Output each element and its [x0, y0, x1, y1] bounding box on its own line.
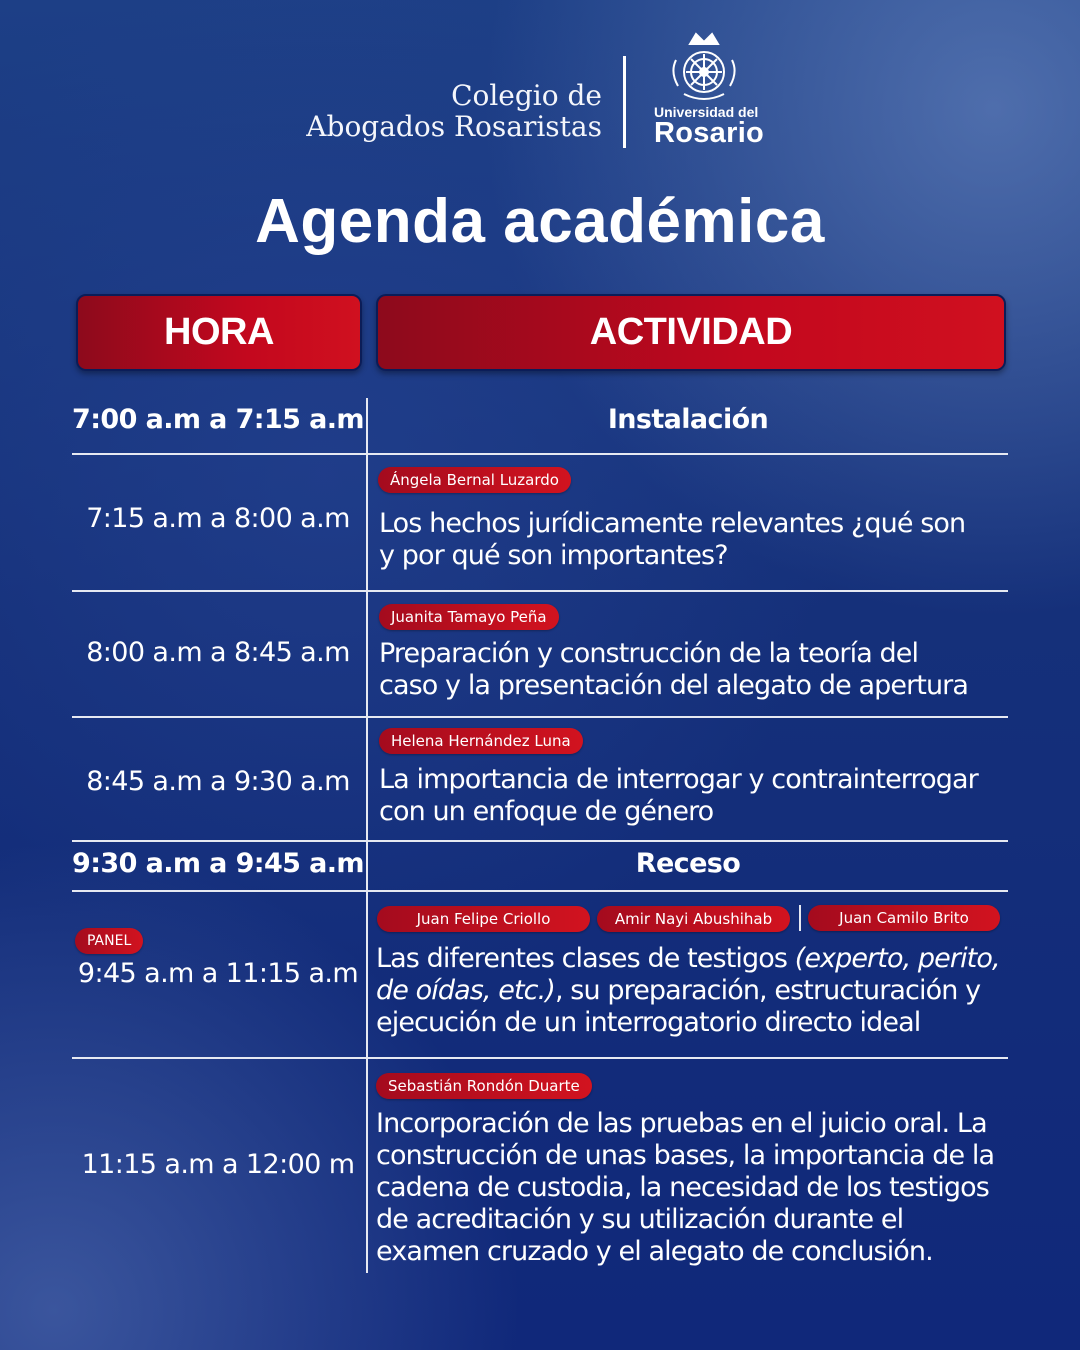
activity-description	[379, 638, 1019, 702]
column-header-actividad-label: ACTIVIDAD	[589, 311, 793, 353]
college-name-line1: Colegio de	[451, 79, 602, 112]
college-logo	[300, 80, 602, 142]
activity-description	[376, 1108, 1016, 1268]
description-line: examen cruzado y el alegato de conclusión.	[376, 1236, 933, 1267]
description-italic: (experto, perito,	[794, 943, 1000, 974]
row-activity: Receso	[635, 848, 741, 879]
row-time: 9:45 a.m a 11:15 a.m	[77, 958, 359, 989]
description-line: La importancia de interrogar y contrainterrogar	[379, 764, 978, 795]
row-divider	[72, 453, 1008, 455]
column-header-actividad	[376, 294, 1006, 371]
description-line: cadena de custodia, la necesidad de los testigos	[376, 1172, 989, 1203]
activity-description	[379, 508, 1019, 572]
panel-badge: PANEL	[75, 928, 143, 954]
row-divider	[72, 840, 1008, 842]
speaker-badge: Ángela Bernal Luzardo	[378, 467, 571, 493]
description-line: con un enfoque de género	[379, 796, 714, 827]
description-line	[376, 943, 1016, 975]
row-activity: Instalación	[607, 404, 769, 435]
speaker-badge: Amir Nayi Abushihab	[597, 906, 790, 932]
description-text: , su preparación, estructuración y	[554, 975, 981, 1006]
university-crest-icon	[670, 30, 738, 104]
row-divider	[72, 590, 1008, 592]
page-title: Agenda académica	[255, 187, 825, 256]
speaker-badge: Juan Felipe Criollo	[377, 906, 590, 932]
row-time: 9:30 a.m a 9:45 a.m	[72, 848, 364, 879]
description-line: Los hechos jurídicamente relevantes ¿qué son	[379, 508, 966, 539]
speaker-badge: Helena Hernández Luna	[379, 728, 583, 754]
row-time: 7:00 a.m a 7:15 a.m	[72, 404, 364, 435]
description-line: construcción de unas bases, la importancia de la	[376, 1140, 995, 1171]
row-time: 11:15 a.m a 12:00 m	[81, 1149, 355, 1180]
row-divider	[72, 890, 1008, 892]
row-divider	[72, 716, 1008, 718]
description-italic: de oídas, etc.)	[376, 975, 555, 1006]
description-line: y por qué son importantes?	[379, 540, 728, 571]
speaker-badge: Juanita Tamayo Peña	[379, 604, 559, 630]
logo-divider	[623, 56, 626, 148]
description-line: Preparación y construcción de la teoría del	[379, 638, 919, 669]
description-line: caso y la presentación del alegato de apertura	[379, 670, 969, 701]
description-line: ejecución de un interrogatorio directo ideal	[376, 1007, 921, 1038]
row-time: 8:00 a.m a 8:45 a.m	[86, 637, 350, 668]
column-header-hora	[76, 294, 362, 371]
description-line: de acreditación y su utilización durante el	[376, 1204, 904, 1235]
activity-description	[376, 943, 1016, 1039]
speaker-badge: Juan Camilo Brito	[808, 905, 1000, 931]
speaker-badge: Sebastián Rondón Duarte	[376, 1073, 592, 1099]
row-time: 7:15 a.m a 8:00 a.m	[86, 503, 350, 534]
university-name-small: Universidad del	[654, 104, 759, 120]
description-text: Las diferentes clases de testigos	[376, 943, 795, 974]
university-name: Rosario	[654, 117, 765, 149]
column-header-hora-label: HORA	[164, 311, 274, 353]
speaker-separator	[799, 905, 801, 931]
description-line	[376, 975, 1016, 1007]
description-line: Incorporación de las pruebas en el juicio oral. La	[376, 1108, 987, 1139]
table-vertical-divider	[366, 398, 368, 1273]
college-name-line2: Abogados Rosaristas	[306, 110, 602, 143]
row-time: 8:45 a.m a 9:30 a.m	[86, 766, 350, 797]
activity-description	[379, 764, 1019, 828]
row-divider	[72, 1057, 1008, 1059]
